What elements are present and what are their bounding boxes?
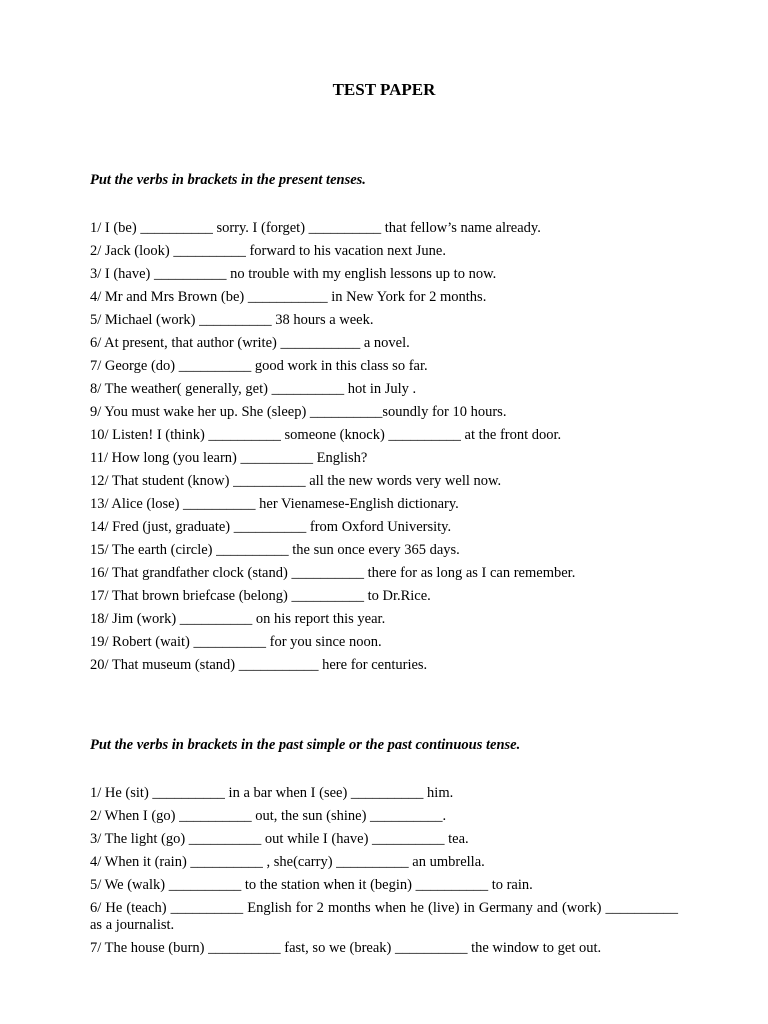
- exercise-item: 18/ Jim (work) __________ on his report this year.: [90, 611, 386, 627]
- exercise-item: 7/ The house (burn) __________ fast, so we (break) __________ the window to get out.: [90, 940, 602, 956]
- exercise-item: 6/ He (teach) __________ English for 2 months when he (live) in Germany and (work) __________ as a journalist.: [90, 900, 678, 933]
- exercise-past-tenses: [90, 736, 678, 960]
- exercise-item: 3/ The light (go) __________ out while I (have) __________ tea.: [90, 831, 469, 847]
- exercise-item: 15/ The earth (circle) __________ the sun once every 365 days.: [90, 542, 460, 558]
- exercise-item: 14/ Fred (just, graduate) __________ from Oxford University.: [90, 519, 452, 535]
- exercise-item: 10/ Listen! I (think) __________ someone (knock) __________ at the front door.: [90, 427, 562, 443]
- exercise-list: [90, 217, 678, 677]
- exercise-present-tenses: [90, 171, 678, 677]
- exercise-item: 1/ He (sit) __________ in a bar when I (see) __________ him.: [90, 785, 454, 801]
- exercise-item: 16/ That grandfather clock (stand) __________ there for as long as I can remember.: [90, 565, 576, 581]
- exercise-item: 7/ George (do) __________ good work in this class so far.: [90, 358, 428, 374]
- exercise-item: 5/ Michael (work) __________ 38 hours a week.: [90, 312, 374, 328]
- exercise-list: [90, 782, 678, 960]
- exercise-item: 19/ Robert (wait) __________ for you since noon.: [90, 634, 382, 650]
- exercise-item: 5/ We (walk) __________ to the station when it (begin) __________ to rain.: [90, 877, 533, 893]
- exercise-item: 2/ When I (go) __________ out, the sun (shine) __________.: [90, 808, 447, 824]
- exercise-item: 1/ I (be) __________ sorry. I (forget) __________ that fellow’s name already.: [90, 220, 541, 236]
- exercise-item: 11/ How long (you learn) __________ English?: [90, 450, 368, 466]
- exercise-item: 2/ Jack (look) __________ forward to his vacation next June.: [90, 243, 446, 259]
- exercise-item: 4/ When it (rain) __________ , she(carry) __________ an umbrella.: [90, 854, 485, 870]
- exercise-item: 17/ That brown briefcase (belong) __________ to Dr.Rice.: [90, 588, 431, 604]
- exercise-instruction: Put the verbs in brackets in the past simple or the past continuous tense.: [90, 737, 521, 753]
- exercise-instruction: Put the verbs in brackets in the present tenses.: [90, 172, 366, 188]
- exercise-item: 9/ You must wake her up. She (sleep) __________soundly for 10 hours.: [90, 404, 507, 420]
- exercise-item: 8/ The weather( generally, get) __________ hot in July .: [90, 381, 417, 397]
- page-title: TEST PAPER: [332, 80, 436, 99]
- exercise-item: 20/ That museum (stand) ___________ here for centuries.: [90, 657, 428, 673]
- exercise-item: 4/ Mr and Mrs Brown (be) ___________ in New York for 2 months.: [90, 289, 487, 305]
- exercise-item: 12/ That student (know) __________ all the new words very well now.: [90, 473, 502, 489]
- exercise-item: 6/ At present, that author (write) ___________ a novel.: [90, 335, 410, 351]
- exercise-item: 13/ Alice (lose) __________ her Vienamese-English dictionary.: [90, 496, 459, 512]
- exercise-item: 3/ I (have) __________ no trouble with my english lessons up to now.: [90, 266, 497, 282]
